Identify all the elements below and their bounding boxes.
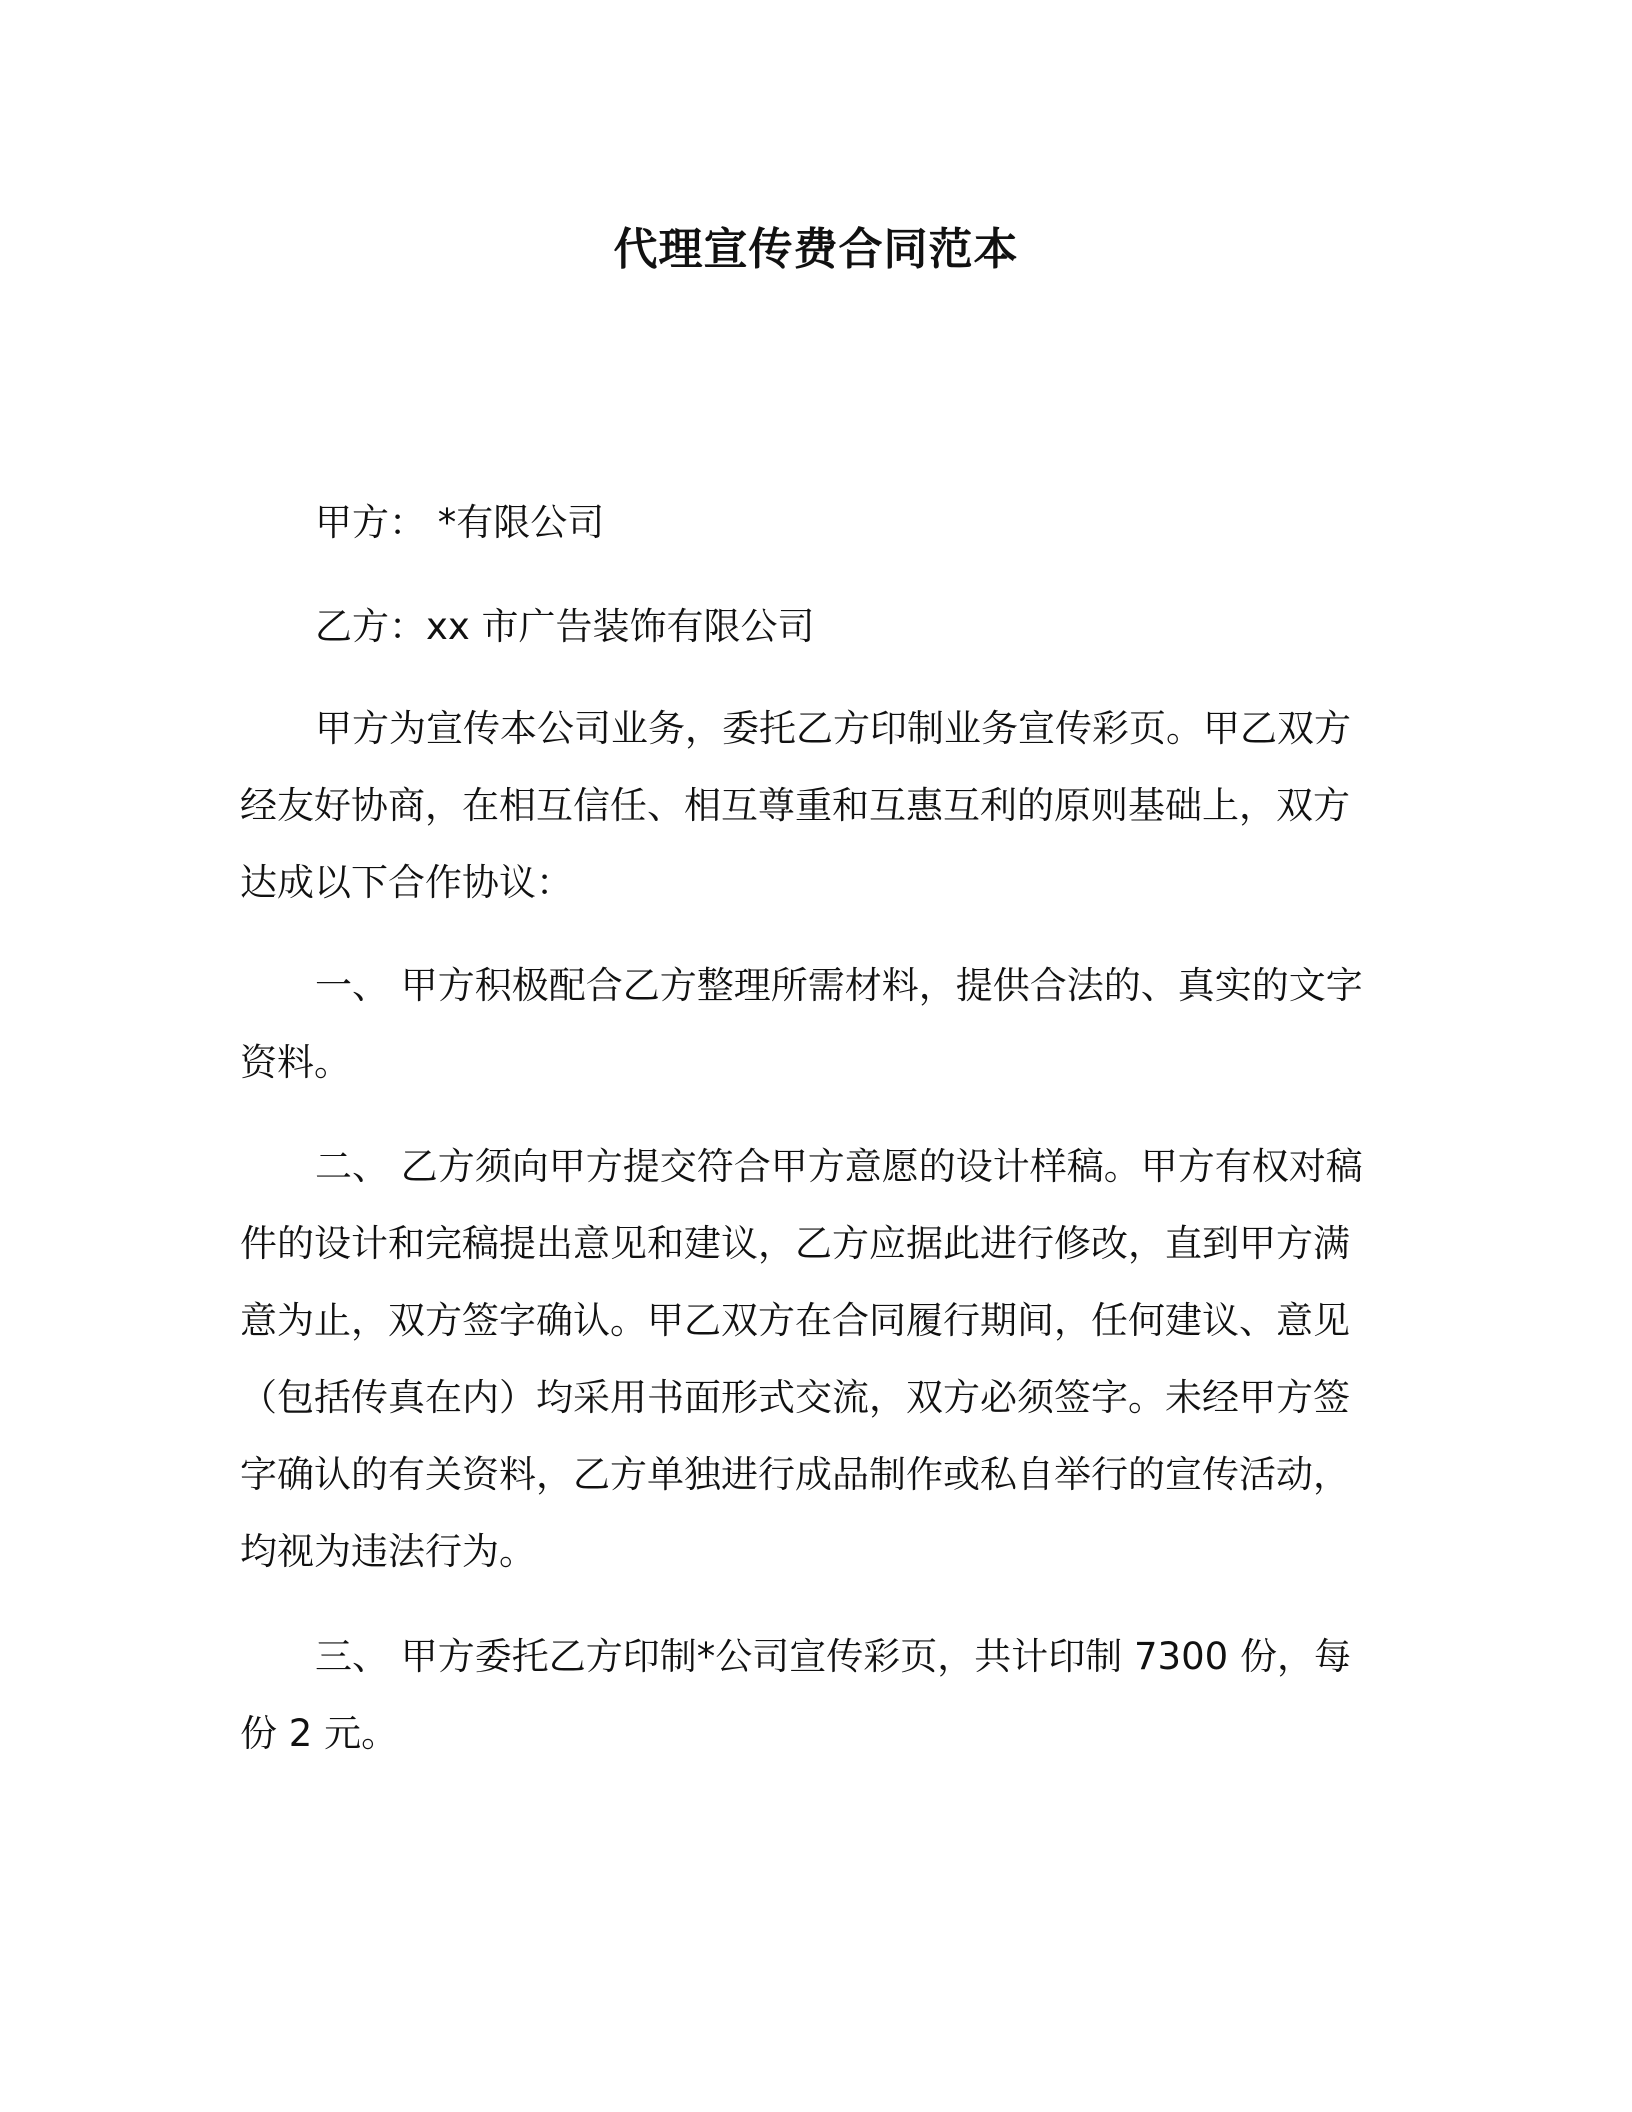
- party-b-line: [240, 588, 1372, 665]
- clause-1-paragraph: [240, 947, 1372, 1101]
- document-title: 代理宣传费合同范本: [613, 224, 1019, 275]
- clause-3-paragraph: [240, 1618, 1372, 1772]
- clause-2-text: 二、 乙方须向甲方提交符合甲方意愿的设计样稿。甲方有权对稿件的设计和完稿提出意见和建议，乙方应据此进行修改，直到甲方满意为止，双方签字确认。甲乙双方在合同履行期间，任何建议、意见（包括传真在内）均采用书面形式交流，双方必须签字。未经甲方签字确认的有关资料，乙方单独进行成品制作或私自举行的宣传活动，均视为违法行为。: [240, 1145, 1363, 1573]
- intro-paragraph: [240, 690, 1372, 921]
- intro-text: 甲方为宣传本公司业务，委托乙方印制业务宣传彩页。甲乙双方经友好协商，在相互信任、相互尊重和互惠互利的原则基础上，双方达成以下合作协议：: [240, 707, 1351, 904]
- clause-2-paragraph: [240, 1128, 1372, 1590]
- clause-1-text: 一、 甲方积极配合乙方整理所需材料，提供合法的、真实的文字资料。: [240, 964, 1363, 1084]
- clause-3-text: 三、 甲方委托乙方印制*公司宣传彩页，共计印制 7300 份，每份 2 元。: [240, 1635, 1351, 1755]
- party-a-line: [240, 484, 1372, 561]
- party-b-text: 乙方：xx 市广告装饰有限公司: [315, 605, 815, 648]
- party-a-text: 甲方： *有限公司: [315, 501, 605, 544]
